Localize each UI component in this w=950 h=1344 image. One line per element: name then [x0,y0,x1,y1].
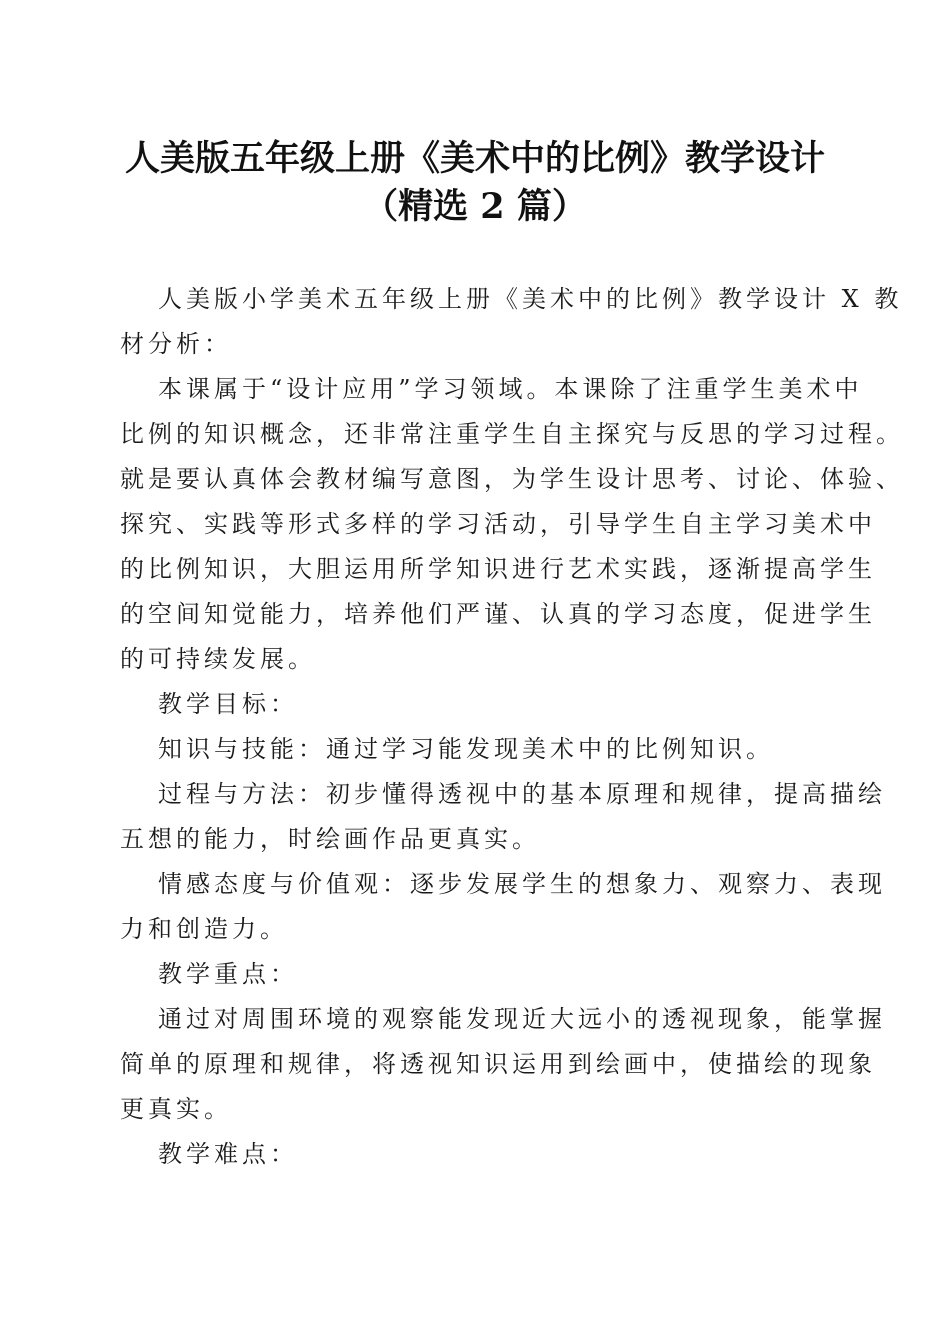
paragraph-line: 情感态度与价值观：逐步发展学生的想象力、观察力、表现 [158,870,886,898]
paragraph-line: 人美版小学美术五年级上册《美术中的比例》教学设计 X 教 [158,285,903,313]
paragraph-line: 力和创造力。 [120,915,288,943]
document-body [120,277,904,1177]
paragraph-line: 探究、实践等形式多样的学习活动，引导学生自主学习美术中 [120,510,876,538]
paragraph-line: 五想的能力，时绘画作品更真实。 [120,825,540,853]
section-heading: 教学难点： [158,1140,298,1168]
paragraph-line: 简单的原理和规律，将透视知识运用到绘画中，使描绘的现象 [120,1050,876,1078]
paragraph-line: 通过对周围环境的观察能发现近大远小的透视现象，能掌握 [158,1005,886,1033]
paragraph-line: 的比例知识，大胆运用所学知识进行艺术实践，逐渐提高学生 [120,555,876,583]
section-heading: 教学目标： [158,690,298,718]
paragraph-line: 就是要认真体会教材编写意图，为学生设计思考、讨论、体验、 [120,465,904,493]
paragraph-line: 更真实。 [120,1095,232,1123]
paragraph-line: 过程与方法：初步懂得透视中的基本原理和规律，提高描绘 [158,780,886,808]
paragraph-line: 材分析： [120,330,232,358]
section-heading: 教学重点： [158,960,298,988]
paragraph-line: 本课属于“设计应用”学习领域。本课除了注重学生美术中 [158,375,863,403]
paragraph-line: 的可持续发展。 [120,645,316,673]
paragraph-line: 比例的知识概念，还非常注重学生自主探究与反思的学习过程。 [120,420,904,448]
paragraph-line: 的空间知觉能力，培养他们严谨、认真的学习态度，促进学生 [120,600,876,628]
document-title-line-1: 人美版五年级上册《美术中的比例》教学设计 [124,138,825,179]
document-title-line-2: （精选 2 篇） [363,186,587,227]
paragraph-line: 知识与技能：通过学习能发现美术中的比例知识。 [158,735,774,763]
